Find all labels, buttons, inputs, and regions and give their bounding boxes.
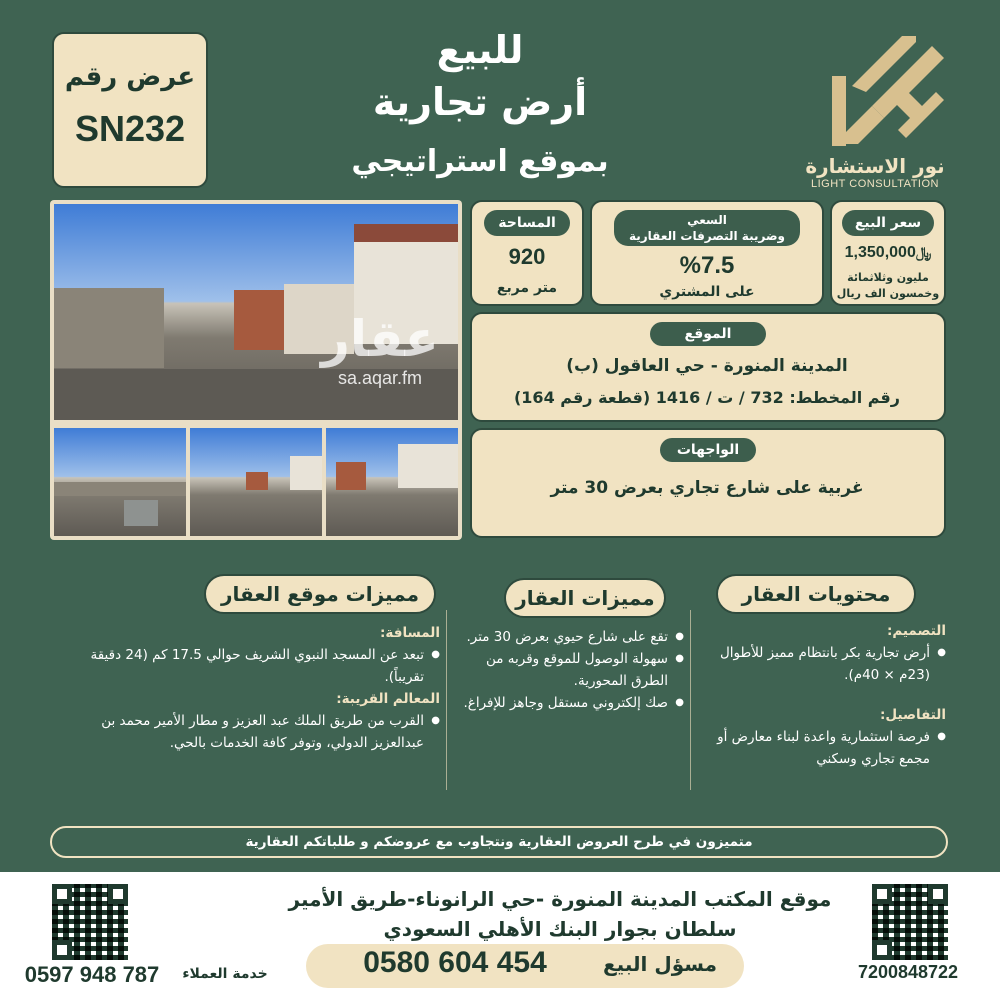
qr-corner — [872, 940, 892, 960]
qr-corner — [52, 884, 72, 904]
thumbnail-photo-1 — [54, 428, 186, 536]
details-label: التفاصيل: — [880, 707, 946, 723]
location-features-column — [52, 622, 440, 754]
office-address: موقع المكتب المدينة المنورة -حي الرانوناء-طريق الأمير سلطان بجوار البنك الأهلي السعودي — [288, 887, 832, 941]
title-subtitle: بموقع استراتيجي — [351, 144, 609, 179]
qr-corner — [928, 884, 948, 904]
thumbnail-photo-2 — [190, 428, 322, 536]
landmarks-list — [52, 710, 440, 754]
thumbnail-photo-3 — [326, 428, 458, 536]
contents-column — [706, 620, 946, 770]
qr-corner — [872, 884, 892, 904]
distance-list — [52, 644, 440, 688]
features-column — [456, 626, 684, 714]
offer-code: SN232 — [74, 108, 186, 149]
commission-card — [590, 200, 824, 306]
features-heading: مميزات العقار — [504, 578, 666, 618]
facades-label: الواجهات — [660, 438, 756, 462]
qr-corner — [108, 884, 128, 904]
watermark-ar: عقار — [321, 310, 439, 368]
list-item: ● تبعد عن المسجد النبوي الشريف حوالي 17.5 كم (24 دقيقة تقريباً). — [52, 644, 440, 688]
commission-label-line2: وضريبة التصرفات العقارية — [628, 229, 785, 243]
list-item: ● صك إلكتروني مستقل وجاهز للإفراغ. — [456, 692, 684, 714]
facades-line1: غربية على شارع تجاري بعرض 30 متر — [550, 478, 864, 498]
logo-name-en: LIGHT CONSULTATION — [811, 178, 939, 190]
column-divider-1 — [690, 610, 691, 790]
watermark-en: sa.aqar.fm — [337, 368, 423, 388]
title-property-type: أرض تجارية — [372, 80, 588, 124]
list-item: ● فرصة استثمارية واعدة لبناء معارض أو مجمع تجاري وسكني — [706, 726, 946, 770]
commission-value: %7.5 — [679, 252, 735, 279]
price-label: سعر البيع — [842, 210, 934, 236]
location-label: الموقع — [650, 322, 766, 346]
location-line2: رقم المخطط: 732 / ت / 1416 (قطعة رقم 164) — [513, 388, 900, 407]
landmarks-label: المعالم القريبة: — [336, 691, 440, 707]
sales-phone-link[interactable]: 0580 604 454 — [363, 946, 547, 979]
customer-service-label: خدمة العملاء — [182, 966, 268, 982]
list-item: ● سهولة الوصول للموقع وقربه من الطرق المحورية. — [456, 648, 684, 692]
location-card — [470, 312, 946, 422]
features-list — [456, 626, 684, 714]
logo-mark-icon — [812, 26, 952, 156]
commission-label-line1: السعي — [687, 213, 727, 227]
area-card — [470, 200, 584, 306]
area-label: المساحة — [484, 210, 570, 236]
design-list — [706, 642, 946, 686]
area-value: 920 — [508, 244, 546, 269]
customer-service-phone-link[interactable]: 0597 948 787 — [24, 962, 160, 987]
price-amount: 1,350,000 — [844, 244, 916, 261]
sales-label: مسؤل البيع — [603, 952, 717, 976]
tagline-banner: متميزون في طرح العروض العقارية ونتجاوب مع عروضكم و طلباتكم العقارية — [50, 826, 948, 858]
location-features-heading: مميزات موقع العقار — [204, 574, 436, 614]
logo-name-ar: نور الاستشارة — [805, 154, 945, 178]
area-unit: متر مربع — [496, 280, 558, 296]
design-label: التصميم: — [886, 623, 946, 639]
distance-label: المسافة: — [380, 625, 440, 641]
details-list — [706, 726, 946, 770]
license-number: 7200848722 — [857, 962, 959, 982]
list-item: ● القرب من طريق الملك عبد العزيز و مطار الأمير محمد بن عبدالعزيز الدولي، وتوفر كافة الخدمات بالحي. — [52, 710, 440, 754]
qr-corner — [52, 940, 72, 960]
column-divider-2 — [446, 610, 447, 790]
contents-heading: محتويات العقار — [716, 574, 916, 614]
price-value — [836, 244, 940, 262]
list-item: ● تقع على شارع حيوي بعرض 30 متر. — [456, 626, 684, 648]
list-item: ● أرض تجارية بكر بانتظام مميز للأطوال (23م × 40م). — [706, 642, 946, 686]
price-words: مليون وثلاثمائة وخمسون الف ريال — [836, 271, 940, 300]
title-for-sale: للبيع — [436, 28, 524, 72]
facades-card — [470, 428, 946, 538]
offer-label: عرض رقم — [64, 62, 196, 92]
price-card — [830, 200, 946, 306]
riyal-icon: ﷼ — [915, 244, 932, 260]
commission-note: على المشتري — [659, 284, 755, 300]
location-line1: المدينة المنورة - حي العاقول (ب) — [566, 356, 848, 376]
commission-label — [614, 210, 800, 246]
